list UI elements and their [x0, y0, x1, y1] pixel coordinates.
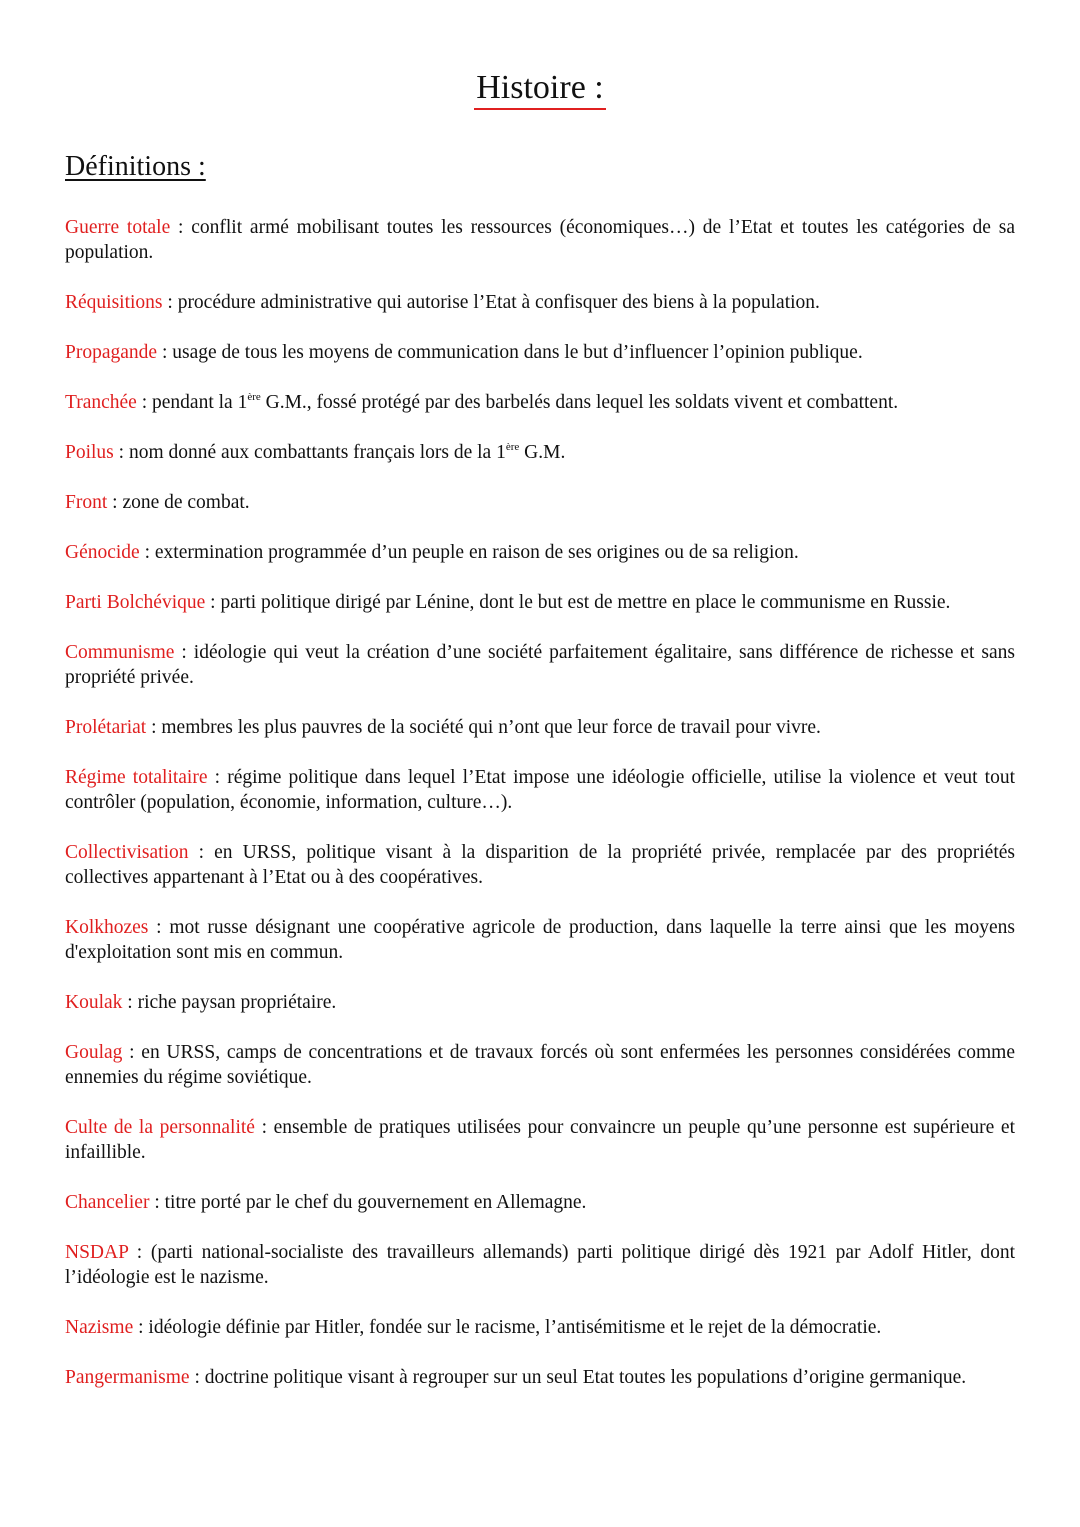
definition-item: [65, 1240, 1015, 1290]
definition-separator: :: [136, 392, 153, 413]
definition-separator: :: [113, 442, 129, 463]
definition-text: conflit armé mobilisant toutes les ressources (économiques…) de l’Etat et toutes les catégories de sa population.: [65, 217, 1015, 263]
definition-item: [65, 290, 1015, 315]
definition-text: titre porté par le chef du gouvernement en Allemagne.: [164, 1192, 587, 1213]
definition-separator: :: [162, 292, 178, 313]
definitions-list: [65, 215, 1015, 1415]
definition-item: [65, 1365, 1015, 1390]
definition-separator: :: [174, 642, 194, 663]
definition-separator: :: [148, 917, 170, 938]
section-heading: [65, 150, 206, 184]
definition-text: nom donné aux combattants français lors de la 1: [128, 442, 506, 463]
definition-item: [65, 1040, 1015, 1090]
definition-term: Réquisitions: [65, 292, 163, 313]
definition-term: Prolétariat: [65, 717, 147, 738]
definition-item: [65, 840, 1015, 890]
definition-text: mot russe désignant une coopérative agricole de production, dans laquelle la terre ainsi que les moyens d'exploitation sont mis en commun.: [65, 917, 1015, 963]
ordinal-superscript: ère: [247, 391, 261, 403]
definition-text: pendant la 1: [152, 392, 248, 413]
definition-item: [65, 340, 1015, 365]
definition-separator: :: [157, 342, 173, 363]
definition-item: [65, 440, 1015, 465]
definition-item: [65, 990, 1015, 1015]
definition-term: Poilus: [65, 442, 114, 463]
definition-item: [65, 915, 1015, 965]
definition-separator: :: [188, 842, 215, 863]
definition-term: Pangermanisme: [65, 1367, 190, 1388]
definition-text: (parti national-socialiste des travailleurs allemands) parti politique dirigé dès 1921 par Adolf Hitler, dont l’idéologie est le nazisme.: [65, 1242, 1015, 1288]
definition-separator: :: [107, 492, 123, 513]
definition-term: Koulak: [65, 992, 123, 1013]
definition-text: régime politique dans lequel l’Etat impose une idéologie officielle, utilise la violence et veut tout contrôler (population, économie, information, culture…).: [65, 767, 1016, 813]
definition-separator: :: [205, 592, 221, 613]
definition-text: doctrine politique visant à regrouper sur un seul Etat toutes les populations d’origine germanique.: [204, 1367, 967, 1388]
definition-text: ensemble de pratiques utilisées pour convaincre un peuple qu’une personne est supérieure et infaillible.: [65, 1117, 1015, 1163]
section-heading-text: Définitions :: [65, 151, 206, 182]
definition-text: idéologie qui veut la création d’une société parfaitement égalitaire, sans différence de richesse et sans propriété privée.: [65, 642, 1015, 688]
definition-item: [65, 540, 1015, 565]
definition-item: [65, 590, 1015, 615]
definition-term: Propagande: [65, 342, 158, 363]
ordinal-superscript: ère: [505, 441, 520, 453]
definition-text: riche paysan propriétaire.: [137, 992, 337, 1013]
definition-item: [65, 215, 1015, 265]
definition-separator: :: [189, 1367, 205, 1388]
definition-separator: :: [254, 1117, 274, 1138]
definition-term: Guerre totale: [65, 217, 171, 238]
definition-separator: :: [139, 542, 155, 563]
definition-separator: :: [207, 767, 228, 788]
definition-text: G.M., fossé protégé par des barbelés dans lequel les soldats vivent et combattent.: [260, 392, 899, 413]
definition-item: [65, 1190, 1015, 1215]
definition-text: parti politique dirigé par Lénine, dont le but est de mettre en place le communisme en Russie.: [220, 592, 951, 613]
page-title-text: Histoire :: [474, 68, 605, 110]
definition-text: idéologie définie par Hitler, fondée sur le racisme, l’antisémitisme et le rejet de la démocratie.: [148, 1317, 882, 1338]
page-title: [0, 68, 1080, 110]
definition-separator: :: [146, 717, 162, 738]
definition-text: usage de tous les moyens de communication dans le but d’influencer l’opinion publique.: [172, 342, 863, 363]
definition-text: extermination programmée d’un peuple en raison de ses origines ou de sa religion.: [154, 542, 799, 563]
definition-separator: :: [149, 1192, 165, 1213]
definition-separator: :: [122, 992, 138, 1013]
definition-item: [65, 1315, 1015, 1340]
definition-term: Chancelier: [65, 1192, 150, 1213]
definition-term: Collectivisation: [65, 842, 189, 863]
definition-term: Nazisme: [65, 1317, 134, 1338]
definition-term: NSDAP: [65, 1242, 129, 1263]
definition-term: Parti Bolchévique: [65, 592, 206, 613]
definition-item: [65, 715, 1015, 740]
definition-term: Génocide: [65, 542, 140, 563]
definition-term: Culte de la personnalité: [65, 1117, 255, 1138]
definition-item: [65, 640, 1015, 690]
definition-text: zone de combat.: [122, 492, 250, 513]
definition-text: G.M.: [519, 442, 566, 463]
definition-text: en URSS, camps de concentrations et de travaux forcés où sont enfermées les personnes considérées comme ennemies du régime soviétique.: [65, 1042, 1015, 1088]
definition-separator: :: [128, 1242, 151, 1263]
definition-separator: :: [122, 1042, 142, 1063]
definition-separator: :: [133, 1317, 149, 1338]
definition-term: Régime totalitaire: [65, 767, 208, 788]
definition-item: [65, 390, 1015, 415]
definition-text: procédure administrative qui autorise l’Etat à confisquer des biens à la population.: [177, 292, 820, 313]
definition-separator: :: [170, 217, 192, 238]
definition-term: Goulag: [65, 1042, 123, 1063]
definition-term: Front: [65, 492, 108, 513]
definition-text: en URSS, politique visant à la disparition de la propriété privée, remplacée par des propriétés collectives appartenant à l’Etat ou à des coopératives.: [65, 842, 1016, 888]
definition-term: Kolkhozes: [65, 917, 149, 938]
definition-item: [65, 1115, 1015, 1165]
definition-item: [65, 490, 1015, 515]
definition-item: [65, 765, 1015, 815]
definition-text: membres les plus pauvres de la société qui n’ont que leur force de travail pour vivre.: [161, 717, 821, 738]
definition-term: Communisme: [65, 642, 175, 663]
definition-term: Tranchée: [65, 392, 137, 413]
